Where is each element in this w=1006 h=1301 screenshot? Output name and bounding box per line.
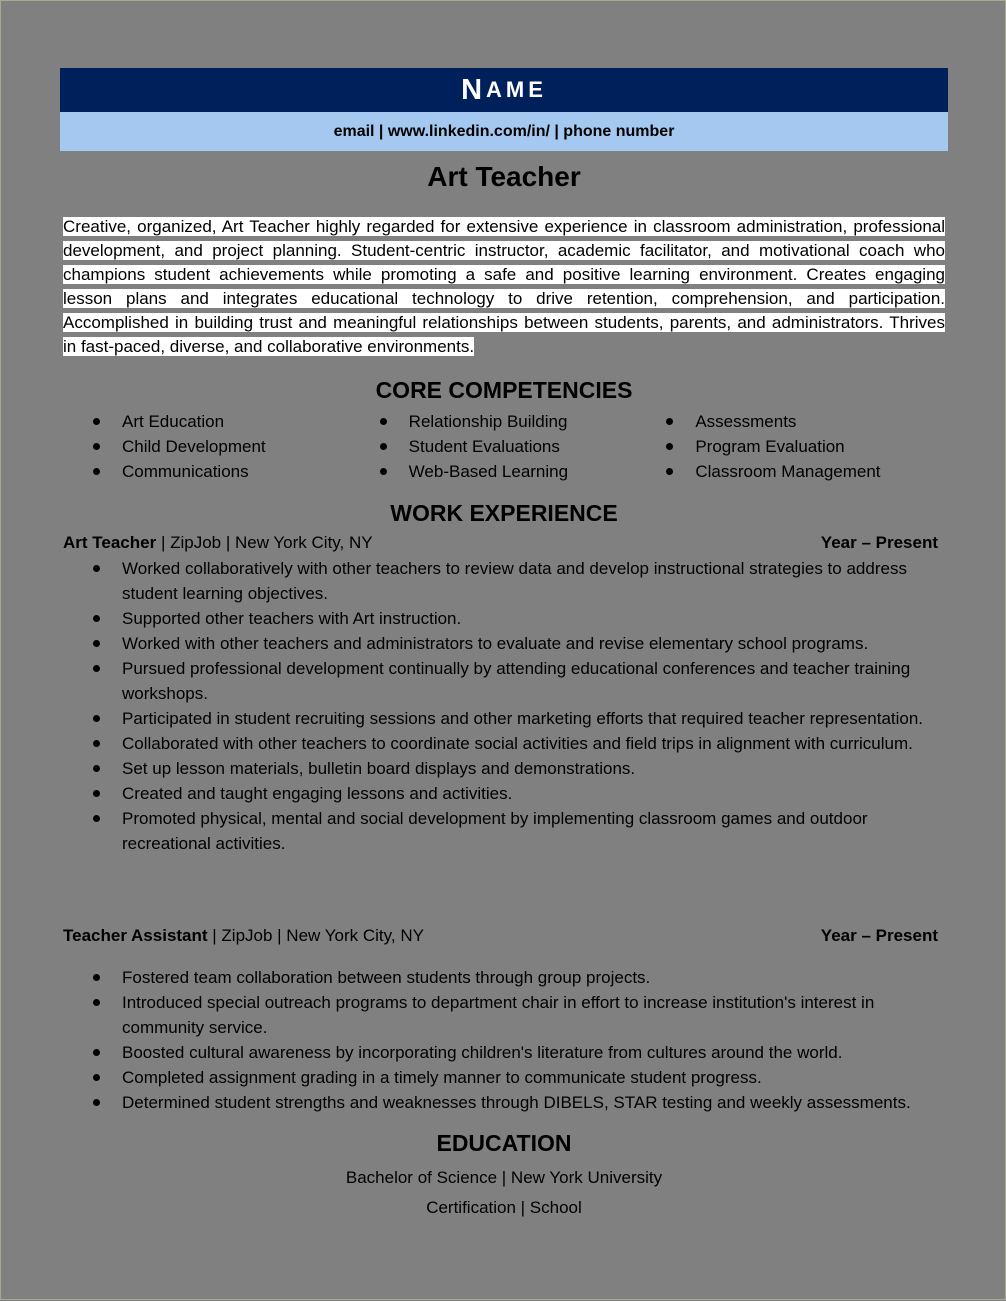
education-degree: Bachelor of Science | New York University [345,1168,663,1187]
competency-item: Classroom Management [664,459,951,484]
job-dates: Year – Present [820,926,938,945]
job-bullet: Created and taught engaging lessons and activities. [91,781,941,806]
job-bullet: Participated in student recruiting sessions and other marketing efforts that required teacher representation. [91,706,941,731]
job-bullet: Supported other teachers with Art instruction. [91,606,941,631]
job-bullet: Collaborated with other teachers to coordinate social activities and field trips in alignment with curriculum. [91,731,941,756]
job-bullet: Worked with other teachers and administrators to evaluate and revise elementary school programs. [91,631,941,656]
competencies-column [91,409,378,484]
job-details: | ZipJob | New York City, NY [156,533,373,552]
education-certification: Certification | School [426,1198,582,1217]
competencies-heading: CORE COMPETENCIES [375,377,633,403]
job-bullets [91,556,941,856]
summary-text: Creative, organized, Art Teacher highly regarded for extensive experience in classroom administration, professional development, and project planning. Student-centric instructor, academic facilitator, and motivational coach who champions student achievements while promoting a safe and positive learning environment. Creates engaging lesson plans and integrates educational technology to drive retention, comprehension, and participation. Accomplished in building trust and meaningful relationships between students, parents, and administrators. Thrives in fast-paced, diverse, and collaborative environments. [63,217,945,356]
education-heading: EDUCATION [436,1130,572,1156]
job-bullet: Introduced special outreach programs to department chair in effort to increase institution's interest in community service. [91,990,941,1040]
contact-info: email | www.linkedin.com/in/ | phone number [333,122,675,140]
competency-item: Art Education [91,409,378,434]
job-bullet: Promoted physical, mental and social development by implementing classroom games and outdoor recreational activities. [91,806,941,856]
job-title-line [63,531,373,555]
summary-paragraph [63,215,945,359]
competency-item: Relationship Building [378,409,665,434]
competency-item: Communications [91,459,378,484]
competency-item: Assessments [664,409,951,434]
name-initial: N [461,73,487,106]
competency-item: Web-Based Learning [378,459,665,484]
job-bullet: Boosted cultural awareness by incorporating children's literature from cultures around the world. [91,1040,941,1065]
competency-item: Student Evaluations [378,434,665,459]
job-bullet: Fostered team collaboration between students through group projects. [91,965,941,990]
job-dates: Year – Present [820,533,938,552]
job-role: Art Teacher [63,533,157,552]
job-bullet: Determined student strengths and weaknesses through DIBELS, STAR testing and weekly assessments. [91,1090,941,1115]
job-title-heading: Art Teacher [427,161,581,192]
competency-item: Child Development [91,434,378,459]
job-bullets [91,965,941,1115]
contact-banner [60,112,948,151]
job-bullet: Completed assignment grading in a timely manner to communicate student progress. [91,1065,941,1090]
job-bullet: Worked collaboratively with other teachers to review data and develop instructional strategies to address student learning objectives. [91,556,941,606]
job-bullet: Set up lesson materials, bulletin board displays and demonstrations. [91,756,941,781]
competencies-grid [91,409,951,484]
job-bullet: Pursued professional development continually by attending educational conferences and teacher training workshops. [91,656,941,706]
job-title-line [63,924,424,948]
resume-page [1,1,1006,1301]
job-role: Teacher Assistant [63,926,208,945]
competencies-column [664,409,951,484]
job-header [63,531,938,555]
job-header [63,924,938,948]
experience-heading: WORK EXPERIENCE [390,500,618,526]
competency-item: Program Evaluation [664,434,951,459]
competencies-column [378,409,665,484]
name-rest: AME [486,77,547,102]
job-details: | ZipJob | New York City, NY [207,926,424,945]
name-banner [60,68,948,112]
